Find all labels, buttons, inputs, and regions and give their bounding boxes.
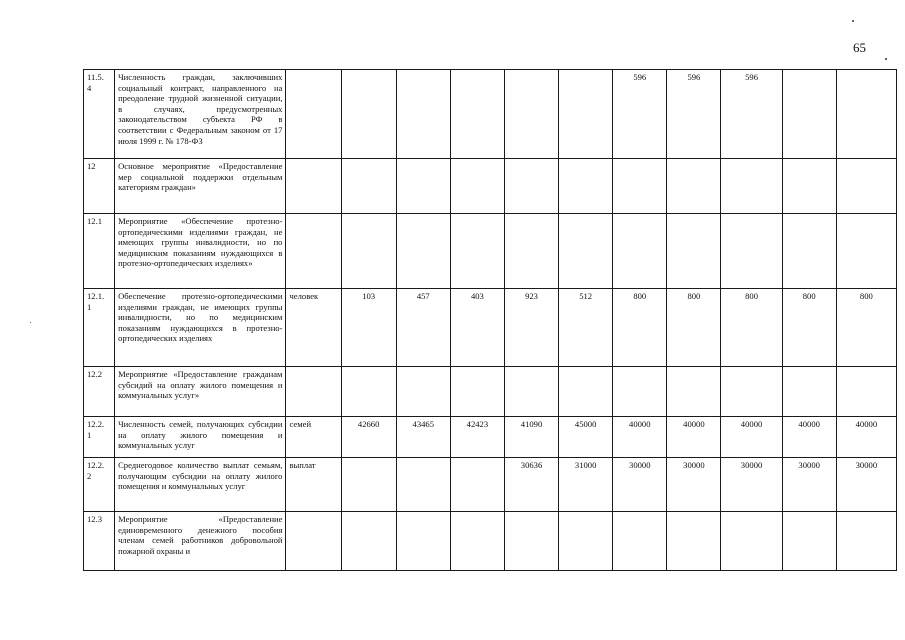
unit-of-measure: человек	[286, 289, 341, 367]
value-cell	[782, 367, 836, 417]
value-cell	[341, 458, 396, 512]
value-cell: 512	[559, 289, 613, 367]
indicator-description: Мероприятие «Обеспечение протезно-ортопедическими изделиями граждан, не имеющих группы инвалидности, но по медицинским показаниям нуждающихся в протезно-ортопедических изделиях»	[115, 214, 286, 289]
value-cell	[559, 512, 613, 571]
value-cell: 30636	[504, 458, 558, 512]
value-cell: 800	[613, 289, 667, 367]
value-cell: 40000	[613, 417, 667, 458]
value-cell	[396, 70, 450, 159]
value-cell: 42423	[450, 417, 504, 458]
row-number: 12.1	[84, 214, 115, 289]
value-cell	[782, 159, 836, 214]
value-cell: 30000	[782, 458, 836, 512]
value-cell	[341, 512, 396, 571]
value-cell	[396, 367, 450, 417]
value-cell	[613, 367, 667, 417]
indicator-description: Обеспечение протезно-ортопедическими изделиями граждан, не имеющих группы инвалидности, но по медицинским показаниям нуждающихся в протезно-ортопедических изделиях	[115, 289, 286, 367]
value-cell	[504, 367, 558, 417]
value-cell	[396, 214, 450, 289]
indicator-description: Мероприятие «Предоставление гражданам субсидий на оплату жилого помещения и коммунальных услуг»	[115, 367, 286, 417]
value-cell: 800	[836, 289, 896, 367]
value-cell	[559, 367, 613, 417]
value-cell	[396, 159, 450, 214]
row-number: 12.2. 1	[84, 417, 115, 458]
value-cell	[721, 512, 782, 571]
unit-of-measure	[286, 367, 341, 417]
value-cell	[721, 159, 782, 214]
value-cell	[782, 512, 836, 571]
row-number: 11.5. 4	[84, 70, 115, 159]
value-cell	[450, 512, 504, 571]
value-cell	[836, 70, 896, 159]
value-cell	[782, 214, 836, 289]
unit-of-measure	[286, 512, 341, 571]
table-row	[84, 159, 897, 214]
scan-speck	[852, 20, 854, 22]
value-cell: 40000	[782, 417, 836, 458]
table-row	[84, 367, 897, 417]
value-cell	[836, 214, 896, 289]
unit-of-measure: семей	[286, 417, 341, 458]
value-cell: 800	[667, 289, 721, 367]
value-cell: 30000	[836, 458, 896, 512]
indicator-description: Численность семей, получающих субсидии на оплату жилого помещения и коммунальных услуг	[115, 417, 286, 458]
value-cell: 403	[450, 289, 504, 367]
value-cell	[504, 214, 558, 289]
row-number: 12.2. 2	[84, 458, 115, 512]
row-number: 12.1. 1	[84, 289, 115, 367]
indicator-description: Мероприятие «Предоставление единовременного денежного пособия членам семей работников добровольной пожарной охраны и	[115, 512, 286, 571]
value-cell	[341, 159, 396, 214]
table-row	[84, 417, 897, 458]
value-cell: 43465	[396, 417, 450, 458]
value-cell	[341, 367, 396, 417]
value-cell	[450, 367, 504, 417]
scan-speck	[885, 58, 887, 60]
value-cell	[721, 214, 782, 289]
value-cell: 42660	[341, 417, 396, 458]
value-cell	[559, 70, 613, 159]
value-cell	[667, 214, 721, 289]
value-cell	[504, 70, 558, 159]
value-cell	[721, 367, 782, 417]
page-number: 65	[853, 40, 866, 55]
unit-of-measure	[286, 70, 341, 159]
unit-of-measure: выплат	[286, 458, 341, 512]
value-cell: 40000	[721, 417, 782, 458]
value-cell	[450, 458, 504, 512]
indicator-description: Численность граждан, заключивших социальный контракт, направленного на преодоление трудной жизненной ситуации, в случаях, предусмотренных законодательством субъекта РФ в соответствии с Федеральным законом от 17 июля 1999 г. № 178-ФЗ	[115, 70, 286, 159]
value-cell	[341, 214, 396, 289]
value-cell	[504, 512, 558, 571]
value-cell	[836, 159, 896, 214]
value-cell: 596	[613, 70, 667, 159]
value-cell	[450, 70, 504, 159]
value-cell	[504, 159, 558, 214]
table-row	[84, 289, 897, 367]
value-cell: 30000	[667, 458, 721, 512]
value-cell	[836, 512, 896, 571]
row-number: 12.2	[84, 367, 115, 417]
value-cell: 457	[396, 289, 450, 367]
value-cell: 596	[721, 70, 782, 159]
value-cell: 800	[782, 289, 836, 367]
table-row	[84, 70, 897, 159]
table-row	[84, 512, 897, 571]
value-cell	[341, 70, 396, 159]
value-cell	[667, 512, 721, 571]
value-cell	[450, 214, 504, 289]
value-cell: 40000	[667, 417, 721, 458]
unit-of-measure	[286, 214, 341, 289]
table-row	[84, 214, 897, 289]
value-cell: 31000	[559, 458, 613, 512]
value-cell	[613, 159, 667, 214]
value-cell: 45000	[559, 417, 613, 458]
value-cell: 30000	[721, 458, 782, 512]
value-cell	[559, 159, 613, 214]
value-cell	[613, 214, 667, 289]
value-cell	[613, 512, 667, 571]
unit-of-measure	[286, 159, 341, 214]
indicators-table	[83, 69, 897, 571]
value-cell: 41090	[504, 417, 558, 458]
indicator-description: Среднегодовое количество выплат семьям, получающим субсидии на оплату жилого помещения и коммунальных услуг	[115, 458, 286, 512]
value-cell: 923	[504, 289, 558, 367]
value-cell	[396, 458, 450, 512]
scan-speck	[30, 322, 31, 323]
row-number: 12.3	[84, 512, 115, 571]
value-cell: 596	[667, 70, 721, 159]
value-cell	[450, 159, 504, 214]
value-cell	[782, 70, 836, 159]
table-row	[84, 458, 897, 512]
value-cell	[667, 159, 721, 214]
value-cell: 103	[341, 289, 396, 367]
value-cell: 800	[721, 289, 782, 367]
value-cell: 30000	[613, 458, 667, 512]
value-cell	[836, 367, 896, 417]
row-number: 12	[84, 159, 115, 214]
value-cell: 40000	[836, 417, 896, 458]
value-cell	[396, 512, 450, 571]
value-cell	[667, 367, 721, 417]
indicator-description: Основное мероприятие «Предоставление мер социальной поддержки отдельным категориям граждан»	[115, 159, 286, 214]
value-cell	[559, 214, 613, 289]
